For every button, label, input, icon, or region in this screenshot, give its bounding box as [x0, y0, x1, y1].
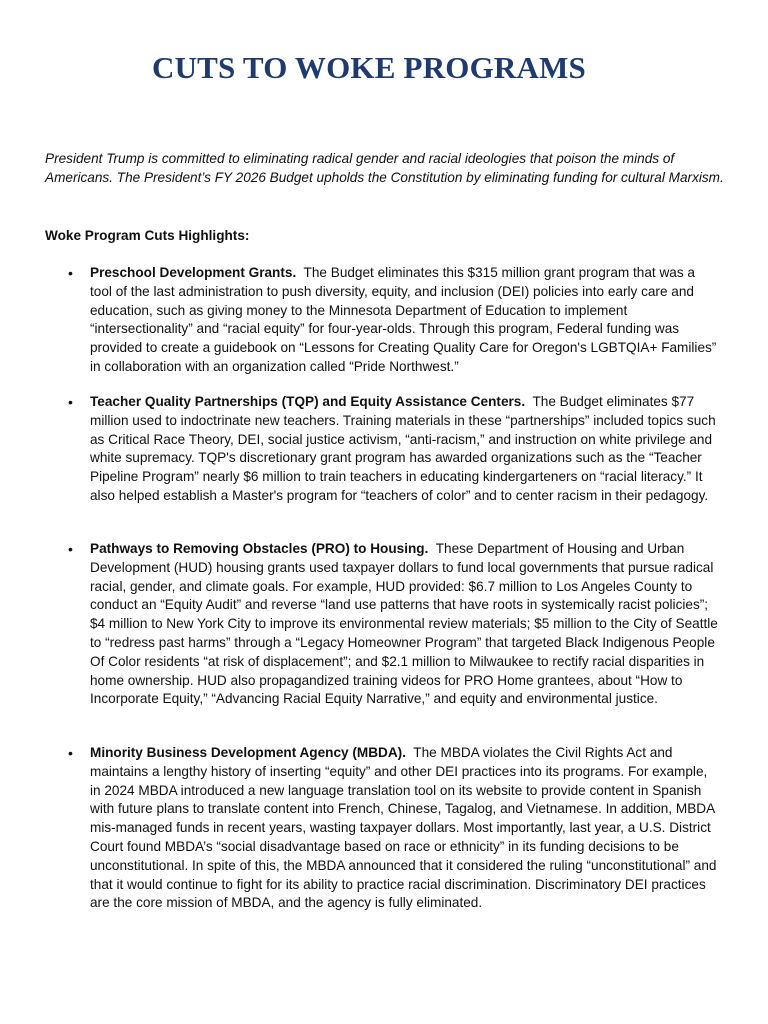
- bullet-icon: •: [68, 394, 73, 410]
- bullet-icon: •: [68, 541, 73, 557]
- list-item-text: [90, 264, 720, 377]
- intro-paragraph: President Trump is committed to eliminating radical gender and racial ideologies that poison the minds of Americans. The President’s FY 2026 Budget upholds the Constitution by eliminating funding for cultural Marxism.: [45, 151, 724, 185]
- list-item-title: Preschool Development Grants.: [90, 265, 297, 280]
- highlights-heading: Woke Program Cuts Highlights:: [45, 228, 250, 243]
- list-item-title: Teacher Quality Partnerships (TQP) and Equity Assistance Centers.: [90, 394, 526, 409]
- list-item-body: The MBDA violates the Civil Rights Act and maintains a lengthy history of inserting “equity” and other DEI practices into its programs. For example, in 2024 MBDA introduced a new language translation tool on its website to provide content in Spanish with future plans to translate content into French, Chinese, Tagalog, and Vietnamese. In addition, MBDA mis-managed funds in recent years, wasting taxpayer dollars. Most importantly, last year, a U.S. District Court found MBDA’s “social disadvantage based on race or ethnicity” in its funding decisions to be unconstitutional. In spite of this, the MBDA announced that it considered the ruling “unconstitutional” and that it would continue to fight for its ability to practice racial discrimination. Discriminatory DEI practices are the core mission of MBDA, and the agency is fully eliminated.: [90, 745, 717, 911]
- list-item-body: The Budget eliminates $77 million used to indoctrinate new teachers. Training materials in these “partnerships” included topics such as Critical Race Theory, DEI, social justice activism, “anti-racism,” and instruction on white privilege and white supremacy. TQP's discretionary grant program has awarded organizations such as the “Teacher Pipeline Program” nearly $6 million to train teachers in educating kindergarteners on “racial literacy.” It also helped establish a Master's program for “teachers of color” and to center racism in their pedagogy.: [90, 394, 716, 503]
- list-item-title: Pathways to Removing Obstacles (PRO) to Housing.: [90, 541, 429, 556]
- bullet-icon: •: [68, 745, 73, 761]
- list-item-text: [90, 393, 720, 506]
- page-title: CUTS TO WOKE PROGRAMS: [152, 50, 586, 85]
- list-item-body: These Department of Housing and Urban Development (HUD) housing grants used taxpayer dollars to fund local governments that pursue radical racial, gender, and climate goals. For example, HUD provided: $6.7 million to Los Angeles County to conduct an “Equity Audit” and reverse “land use patterns that have roots in systemically racist policies”; $4 million to New York City to improve its environmental review materials; $5 million to the City of Seattle to “redress past harms” through a “Legacy Homeowner Program” that targeted Black Indigenous People Of Color residents “at risk of displacement”; and $2.1 million to Milwaukee to rectify racial disparities in home ownership. HUD also propagandized training videos for PRO Home grantees, about “How to Incorporate Equity,” “Advancing Racial Equity Narrative,” and equity and environmental justice.: [90, 541, 718, 707]
- list-item-text: [90, 540, 720, 709]
- list-item-text: [90, 744, 720, 913]
- list-item-title: Minority Business Development Agency (MBDA).: [90, 745, 406, 760]
- bullet-icon: •: [68, 265, 73, 281]
- list-item-body: The Budget eliminates this $315 million grant program that was a tool of the last administration to push diversity, equity, and inclusion (DEI) policies into early care and education, such as giving money to the Minnesota Department of Education to implement “intersectionality” and “racial equity” for four-year-olds. Through this program, Federal funding was provided to create a guidebook on “Lessons for Creating Quality Care for Oregon's LGBTQIA+ Families” in collaboration with an organization called “Pride Northwest.”: [90, 265, 717, 374]
